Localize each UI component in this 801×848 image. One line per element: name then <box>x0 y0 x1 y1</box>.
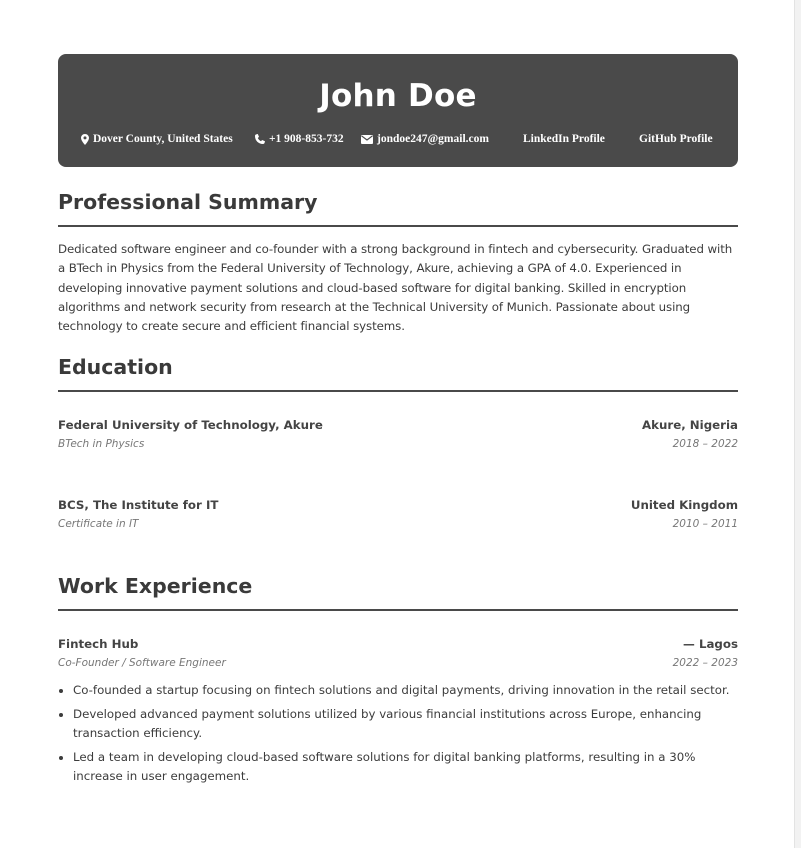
institution-location: Akure, Nigeria <box>642 418 738 433</box>
summary-text: Dedicated software engineer and co-founder with a strong background in fintech and cybersecurity. Graduated with a BTech in Physics from the Federal University of Technology, Akure, achieving a GPA of 4.0. Experienced in developing innovative payment solutions and cloud-based software for digital banking. Skilled in encryption algorithms and network security from research at the Technical University of Munich. Passionate about using technology to create secure and efficient financial systems. <box>58 242 733 334</box>
dates: 2018 – 2022 <box>672 438 738 451</box>
company-name: Fintech Hub <box>58 637 139 652</box>
institution-name: Federal University of Technology, Akure <box>58 418 323 433</box>
list-item: • Developed advanced payment solutions utilized by various financial institutions across Europe, enhancing transaction efficiency. <box>73 705 738 743</box>
education-item <box>58 498 738 538</box>
degree: Certificate in IT <box>58 518 139 531</box>
dates: 2010 – 2011 <box>672 518 738 531</box>
section-divider <box>58 225 738 227</box>
map-marker-icon <box>81 134 89 145</box>
phone-contact <box>254 133 344 145</box>
section-title: Professional Summary <box>58 190 318 214</box>
github-link[interactable]: GitHub Profile <box>639 133 713 145</box>
section-divider <box>58 609 738 611</box>
email-contact[interactable] <box>361 133 489 145</box>
education-section <box>58 352 738 538</box>
envelope-icon <box>361 135 373 144</box>
phone-text: +1 908-853-732 <box>269 133 344 145</box>
institution-name: BCS, The Institute for IT <box>58 498 219 513</box>
location-contact <box>81 133 233 145</box>
candidate-name: John Doe <box>319 78 477 114</box>
degree: BTech in Physics <box>58 438 145 451</box>
education-item <box>58 418 738 458</box>
phone-icon <box>254 134 265 145</box>
resume-page <box>58 54 738 791</box>
institution-location: United Kingdom <box>630 498 738 513</box>
dates: 2022 – 2023 <box>672 657 738 670</box>
contact-bar <box>58 133 738 149</box>
experience-item <box>58 637 738 677</box>
responsibility-list <box>58 681 738 786</box>
linkedin-link[interactable]: LinkedIn Profile <box>523 133 605 145</box>
email-link[interactable]: jondoe247@gmail.com <box>377 133 489 145</box>
list-item: • Led a team in developing cloud-based software solutions for digital banking platforms, resulting in a 30% increase in user engagement. <box>73 748 738 786</box>
section-divider <box>58 390 738 392</box>
list-item: • Co-founded a startup focusing on fintech solutions and digital payments, driving innovation in the retail sector. <box>73 681 738 700</box>
resume-header <box>58 54 738 167</box>
section-title: Work Experience <box>58 574 253 599</box>
experience-section <box>58 571 738 786</box>
scrollbar[interactable] <box>794 0 801 848</box>
company-location: — Lagos <box>683 637 738 652</box>
section-title: Education <box>58 355 173 380</box>
job-role: Co-Founder / Software Engineer <box>58 657 226 670</box>
location-text: Dover County, United States <box>93 133 233 145</box>
summary-section <box>58 187 738 336</box>
